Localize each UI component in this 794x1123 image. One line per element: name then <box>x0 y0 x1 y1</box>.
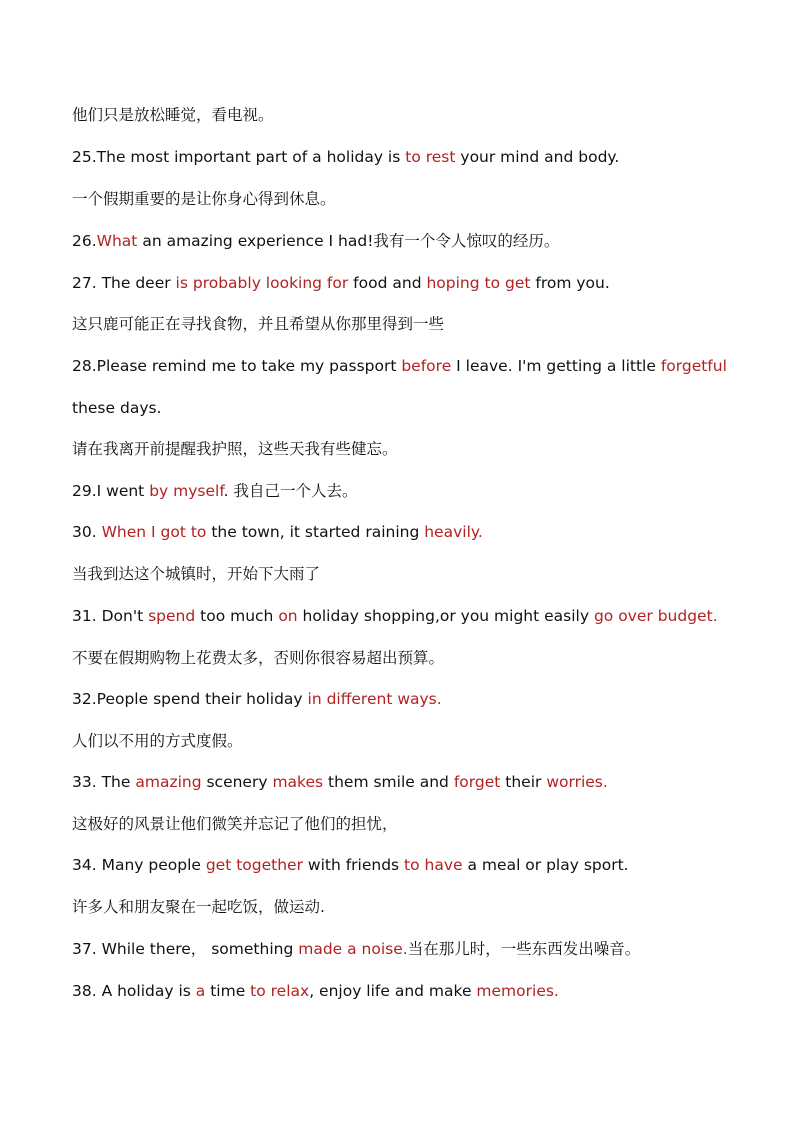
text-segment: 28.Please remind me to take my passport <box>72 357 402 375</box>
text-segment: 34. Many people <box>72 856 206 874</box>
highlighted-phrase: made a noise. <box>298 940 408 958</box>
text-line <box>72 689 732 709</box>
text-line <box>72 855 732 875</box>
text-segment: these days. <box>72 399 162 417</box>
text-line <box>72 981 732 1001</box>
highlighted-phrase: forget <box>453 773 501 791</box>
text-segment: 不要在假期购物上花费太多，否则你很容易超出预算。 <box>72 649 445 667</box>
text-line <box>72 481 732 501</box>
text-segment: time <box>205 982 251 1000</box>
text-line <box>72 273 732 293</box>
highlighted-phrase: hoping to get <box>426 274 531 292</box>
text-segment: . 我自己一个人去。 <box>223 482 358 500</box>
text-line <box>72 648 732 668</box>
highlighted-phrase: go over budget. <box>593 607 718 625</box>
text-segment: , enjoy life and make <box>309 982 477 1000</box>
highlighted-phrase: get together <box>205 856 303 874</box>
text-segment: holiday shopping,or you might easily <box>297 607 594 625</box>
text-line <box>72 772 732 792</box>
text-line <box>72 356 732 376</box>
text-segment: too much <box>195 607 279 625</box>
highlighted-phrase: on <box>278 607 298 625</box>
text-segment: them smile and <box>323 773 454 791</box>
highlighted-phrase: to have <box>404 856 463 874</box>
text-segment: 25.The most important part of a holiday is <box>72 148 406 166</box>
text-segment: 当我到达这个城镇时，开始下大雨了 <box>72 565 321 583</box>
text-segment: I leave. I'm getting a little <box>451 357 661 375</box>
text-segment: scenery <box>201 773 273 791</box>
text-segment: 37. While there， something <box>72 940 299 958</box>
text-segment: from you. <box>530 274 610 292</box>
text-line <box>72 522 732 542</box>
highlighted-phrase: worries. <box>546 773 608 791</box>
text-segment: 38. A holiday is <box>72 982 196 1000</box>
text-segment: 26. <box>72 232 97 250</box>
text-segment: 这只鹿可能正在寻找食物，并且希望从你那里得到一些 <box>72 315 445 333</box>
text-segment: the town, it started raining <box>206 523 425 541</box>
text-segment: 32.People spend their holiday <box>72 690 308 708</box>
highlighted-phrase: What <box>96 232 138 250</box>
highlighted-phrase: by myself <box>149 482 224 500</box>
text-line <box>72 439 732 459</box>
highlighted-phrase: makes <box>272 773 324 791</box>
text-segment: a meal or play sport. <box>462 856 629 874</box>
text-segment: 29.I went <box>72 482 150 500</box>
text-line <box>72 564 732 584</box>
text-segment: 他们只是放松睡觉，看电视。 <box>72 106 274 124</box>
text-line <box>72 147 732 167</box>
text-line <box>72 398 732 418</box>
text-segment: 许多人和朋友聚在一起吃饭，做运动. <box>72 898 325 916</box>
text-line <box>72 939 732 959</box>
text-segment: their <box>500 773 547 791</box>
highlighted-phrase: When I got to <box>101 523 207 541</box>
text-line <box>72 606 732 626</box>
text-segment: 27. The deer <box>72 274 176 292</box>
highlighted-phrase: spend <box>148 607 196 625</box>
text-segment: 当在那儿时，一些东西发出噪音。 <box>407 940 641 958</box>
highlighted-phrase: is probably looking for <box>175 274 349 292</box>
text-segment: 一个假期重要的是让你身心得到休息。 <box>72 190 336 208</box>
text-line <box>72 814 732 834</box>
highlighted-phrase: to rest <box>405 148 456 166</box>
text-segment: 人们以不用的方式度假。 <box>72 732 243 750</box>
text-segment: 30. <box>72 523 102 541</box>
highlighted-phrase: a <box>195 982 206 1000</box>
text-segment: with friends <box>302 856 405 874</box>
text-segment: 请在我离开前提醒我护照，这些天我有些健忘。 <box>72 440 398 458</box>
text-line <box>72 189 732 209</box>
text-segment: food and <box>348 274 427 292</box>
text-line <box>72 314 732 334</box>
highlighted-phrase: in different ways. <box>307 690 442 708</box>
text-line <box>72 897 732 917</box>
text-line <box>72 731 732 751</box>
highlighted-phrase: forgetful <box>660 357 727 375</box>
highlighted-phrase: before <box>401 357 452 375</box>
text-segment: your mind and body. <box>455 148 620 166</box>
text-segment: 31. Don't <box>72 607 149 625</box>
text-segment: 33. The <box>72 773 136 791</box>
highlighted-phrase: to relax <box>250 982 310 1000</box>
text-segment: 这极好的风景让他们微笑并忘记了他们的担忧， <box>72 815 398 833</box>
text-segment: an amazing experience I had!我有一个令人惊叹的经历。 <box>137 232 560 250</box>
highlighted-phrase: heavily. <box>424 523 483 541</box>
highlighted-phrase: amazing <box>135 773 202 791</box>
text-line <box>72 105 732 125</box>
text-line <box>72 231 732 251</box>
highlighted-phrase: memories. <box>476 982 559 1000</box>
